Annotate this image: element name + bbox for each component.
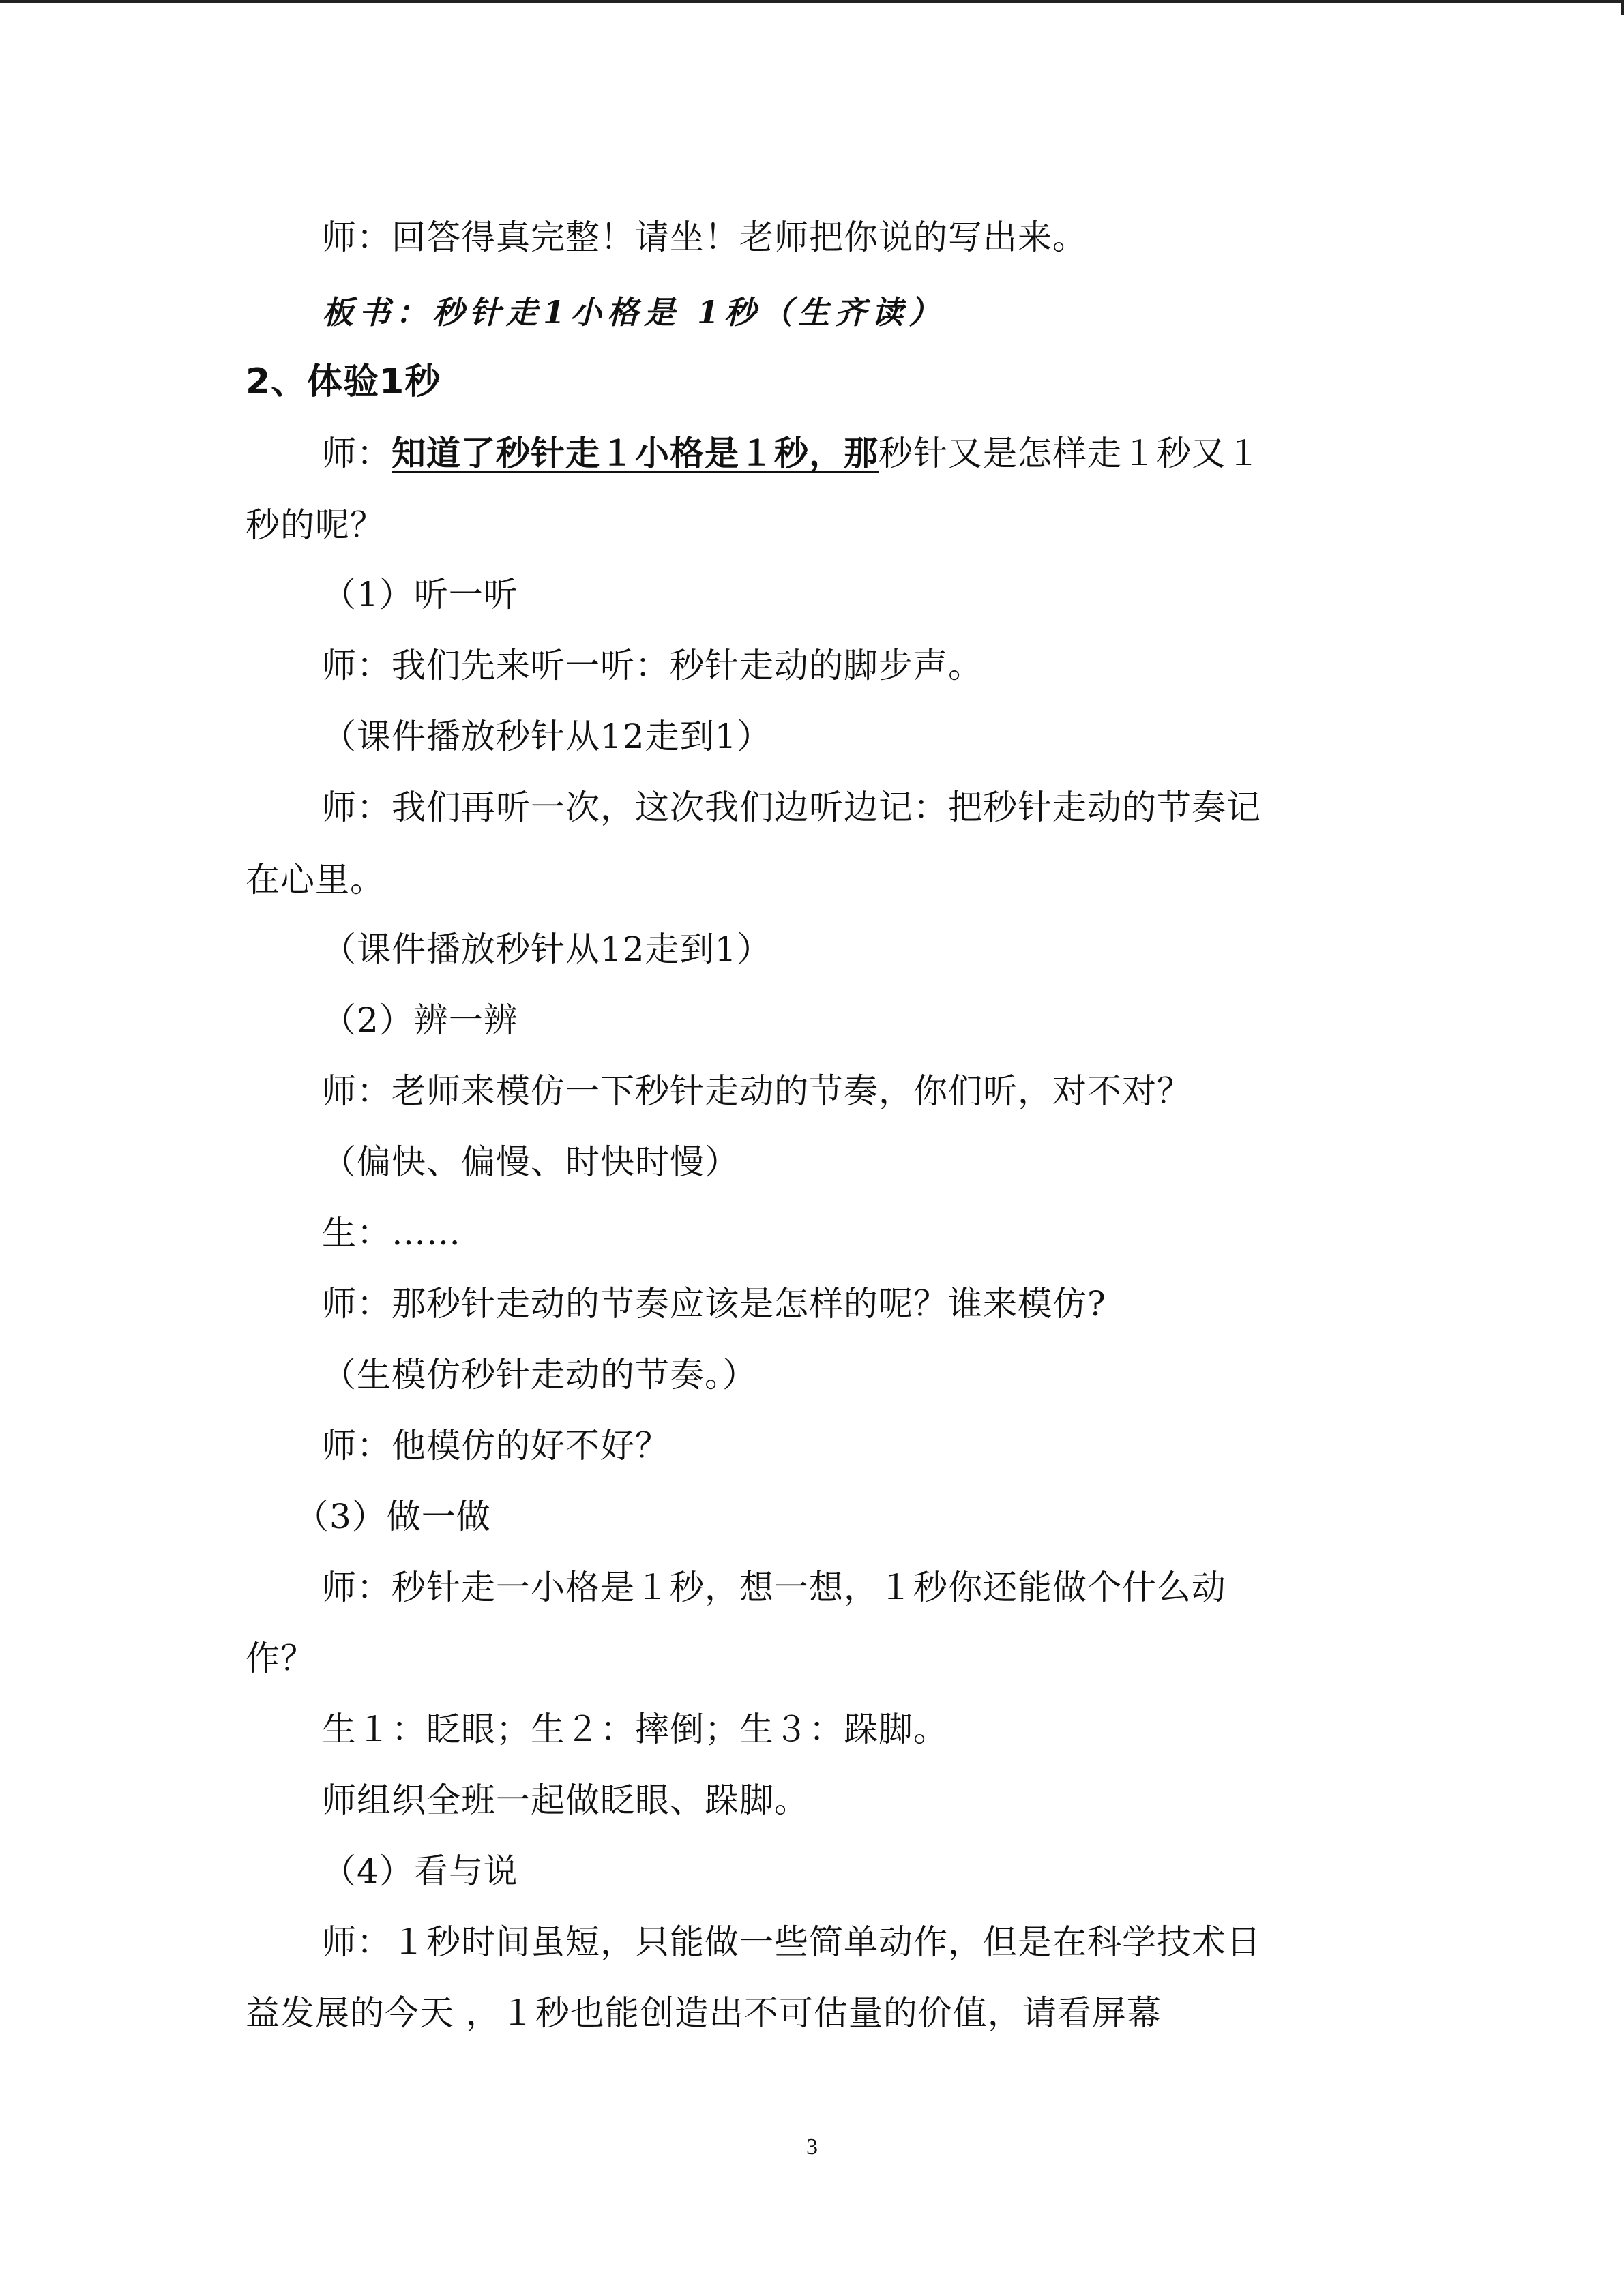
paragraph-line: 师：他模仿的好不好？ [322,1426,670,1465]
blackboard-note: 板书：秒针走1小格是 1秒（生齐读） [322,294,946,331]
subsection-label: （2）辨一辨 [322,1000,518,1040]
corner-mark [1621,0,1624,15]
paragraph-line: 师：回答得真完整！请坐！老师把你说的写出来。 [322,218,1087,257]
subsection-label: （3）做一做 [295,1497,491,1536]
paragraph-line: 作？ [246,1639,315,1678]
paragraph-line: 师：我们先来听一听：秒针走动的脚步声。 [322,646,983,685]
paragraph-line: （课件播放秒针从12走到1） [322,929,772,969]
paragraph-line: 师：老师来模仿一下秒针走动的节奏，你们听，对不对？ [322,1071,1192,1111]
speaker-label: 师： [322,434,392,473]
paragraph-line: （课件播放秒针从12走到1） [322,717,772,756]
top-border [0,0,1624,3]
paragraph-line: 在心里。 [246,860,385,899]
paragraph-line: （生模仿秒针走动的节奏。） [322,1355,757,1395]
paragraph-line: 益发展的今天 ，１秒也能创造出不可估量的价值，请看屏幕 [246,1993,1162,2033]
subsection-label: （1）听一听 [322,575,518,614]
paragraph-text: 秒针又是怎样走１秒又１ [879,434,1261,473]
paragraph-line: 秒的呢？ [246,505,385,545]
paragraph-line: 师：我们再听一次，这次我们边听边记：把秒针走动的节奏记 [322,788,1261,827]
paragraph-line: 师：秒针走一小格是１秒，想一想，１秒你还能做个什么动 [322,1568,1226,1607]
paragraph-line: 师组织全班一起做眨眼、跺脚。 [322,1780,809,1820]
paragraph-line: （偏快、偏慢、时快时慢） [322,1142,739,1182]
page-number: 3 [806,2134,818,2160]
paragraph-line: 师：１秒时间虽短，只能做一些简单动作，但是在科学技术日 [322,1922,1261,1962]
paragraph-line: 生１：眨眼；生２：摔倒；生３：跺脚。 [322,1710,948,1749]
emphasized-text: 知道了秒针走１小格是１秒，那 [392,434,879,473]
paragraph-line: 生：…… [322,1213,461,1253]
paragraph-line [322,433,1261,474]
subsection-label: （4）看与说 [322,1851,518,1891]
paragraph-line: 师：那秒针走动的节奏应该是怎样的呢？谁来模仿? [322,1284,1106,1324]
section-heading: 2、体验1秒 [246,361,441,402]
